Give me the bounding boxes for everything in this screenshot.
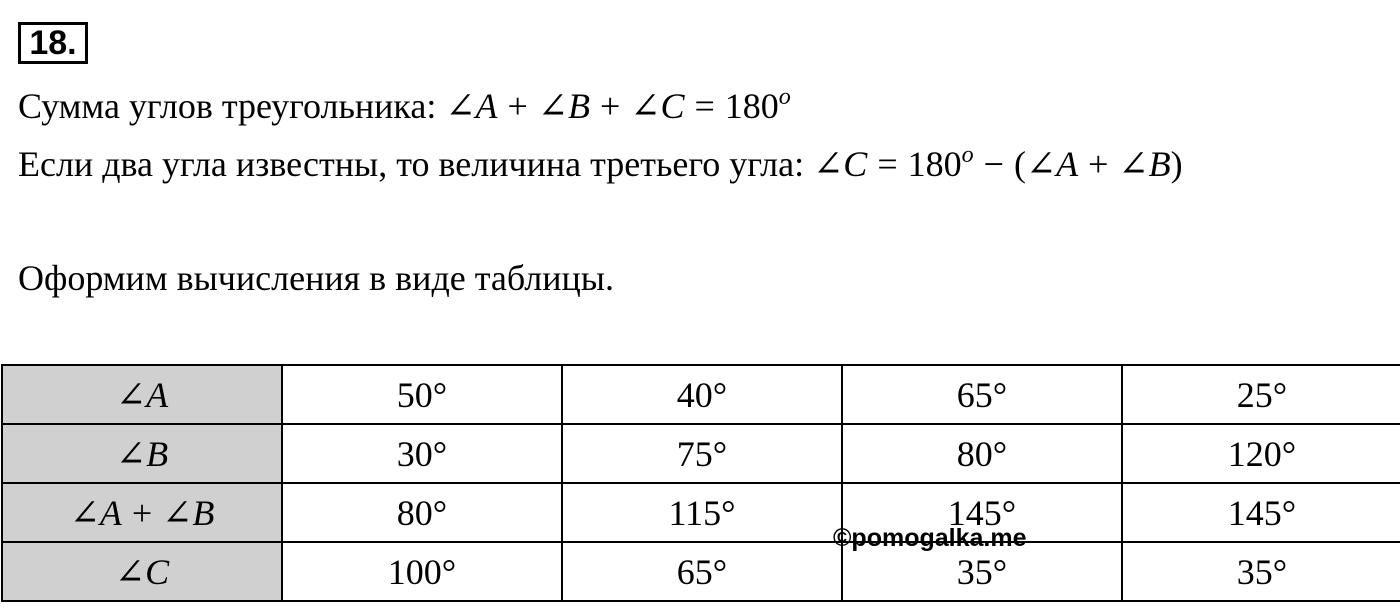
- table-cell: 65°: [562, 542, 842, 601]
- third-angle-line: [18, 142, 1183, 184]
- sum-of-angles-label: Сумма углов треугольника:: [18, 86, 437, 126]
- table-caption: Оформим вычисления в виде таблицы.: [18, 258, 614, 298]
- table-row: [2, 365, 1400, 424]
- table-cell: 65°: [842, 365, 1122, 424]
- row-label-angle-a-plus-b: ∠A + ∠B: [2, 483, 282, 542]
- sum-formula: ∠A + ∠B + ∠C = $180^o$: [445, 84, 791, 126]
- angles-table: [1, 364, 1400, 602]
- table-cell: 100°: [282, 542, 562, 601]
- table-row: [2, 424, 1400, 483]
- table-cell: 120°: [1122, 424, 1400, 483]
- row-label-angle-a: ∠A: [2, 365, 282, 424]
- table-cell: 145°: [842, 483, 1122, 542]
- table-cell: 30°: [282, 424, 562, 483]
- table-row: [2, 483, 1400, 542]
- table-row: [2, 542, 1400, 601]
- table-cell: 40°: [562, 365, 842, 424]
- row-label-angle-b: ∠B: [2, 424, 282, 483]
- table-cell: 80°: [282, 483, 562, 542]
- problem-number: 18.: [18, 22, 88, 64]
- table-cell: 145°: [1122, 483, 1400, 542]
- table-cell: 50°: [282, 365, 562, 424]
- table-cell: 35°: [1122, 542, 1400, 601]
- third-angle-label: Если два угла известны, то величина третьего угла:: [18, 144, 805, 184]
- table-cell: 25°: [1122, 365, 1400, 424]
- table-cell: 35°: [842, 542, 1122, 601]
- table-cell: 115°: [562, 483, 842, 542]
- sum-of-angles-line: [18, 84, 791, 126]
- row-label-angle-c: ∠C: [2, 542, 282, 601]
- watermark: ©pomogalka.me: [833, 524, 1027, 552]
- third-angle-formula: ∠C = $180^o$ − (∠A + ∠B): [813, 142, 1183, 184]
- table-cell: 75°: [562, 424, 842, 483]
- table-cell: 80°: [842, 424, 1122, 483]
